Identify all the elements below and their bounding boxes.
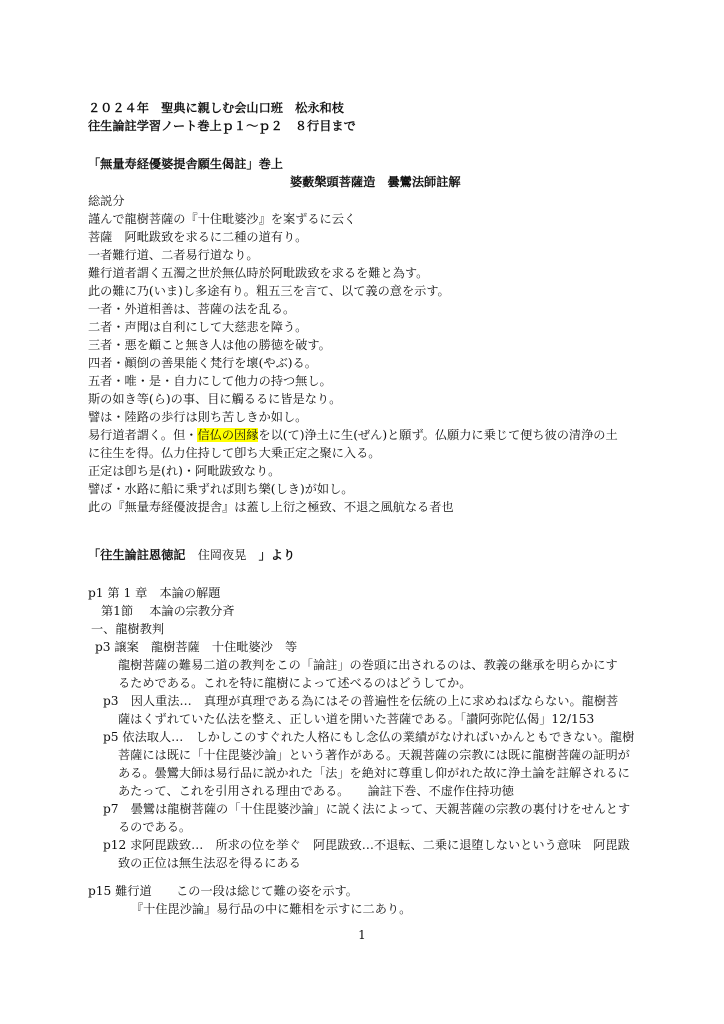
note-line: 致の正位は無生法忍を得るにある [118, 856, 301, 870]
note-line: あたって、これを引用される理由である。 論註下巻、不虚作住持功徳 [118, 784, 514, 798]
note-line: 菩薩には既に「十住毘婆沙論」という著作がある。天親菩薩の宗教には既に龍樹菩薩の証明が [118, 748, 630, 762]
header-line-2: 往生論註学習ノート巻上ｐ１～ｐ２ ８行目まで [88, 119, 356, 133]
p15-line: 『十住毘沙論』易行品の中に難相を示すに二あり。 [131, 902, 412, 916]
body-line: 謹んで龍樹菩薩の『十住毗婆沙』を案ずるに云く [88, 212, 357, 226]
body-text: を以(て)浄土に生(ぜん)と願ず。仏願力に乗じて便ち彼の清浄の土 [258, 428, 618, 442]
body-line: 譬は・陸路の歩行は則ち苦しきか如し。 [88, 410, 308, 424]
body-line: 此の『無量寿経優波提舎』は蓋し上衍之極致、不退之風航なる者也 [88, 500, 454, 514]
page-number: 1 [358, 928, 366, 942]
note-line: るのである。 [118, 820, 192, 834]
note-line: p3 因人重法… 真理が真理である為にはその普遍性を伝統の上に求めねばならない。龍樹菩 [103, 694, 619, 708]
body-line: 斯の如き等(ら)の事、目に觸るるに皆是なり。 [88, 392, 342, 406]
note-line: 龍樹菩薩の難易二道の教判をこの「論註」の巻頭に出されるのは、教義の継承を明らかにす [118, 658, 618, 672]
body-line [88, 427, 618, 443]
body-line: 四者・顚倒の善果能く梵行を壞(やぶ)る。 [88, 356, 317, 370]
body-line: 難行道者謂く五濁之世於無仏時於阿毗跋致を求るを難と為す。 [88, 266, 429, 280]
body-line: 菩薩 阿毗跋致を求るに二種の道有り。 [88, 230, 308, 244]
note-line: p3 譲案 龍樹菩薩 十住毗婆沙 等 [95, 640, 298, 654]
body-text: 易行道者謂く。但・ [88, 428, 198, 442]
highlighted-text: 信仏の因縁 [197, 428, 259, 442]
note-line: p1 第 1 章 本論の解題 [88, 586, 221, 600]
header-line-1: ２０２４年 聖典に親しむ会山口班 松永和枝 [88, 101, 344, 115]
document-author: 婆藪槃頭菩薩造 曇鸞法師註解 [290, 175, 461, 189]
body-line: 三者・悪を顧こと無き人は他の勝徳を破す。 [88, 338, 331, 352]
body-line: 正定は卽ち是(れ)・阿毗跋致なり。 [88, 464, 281, 478]
body-line: 一者・外道相善は、菩薩の法を乱る。 [88, 302, 296, 316]
body-line: 総説分 [88, 194, 125, 208]
document-title: 「無量寿経優婆提舎願生偈註」巻上 [88, 157, 283, 171]
source-suffix: 」より [258, 548, 296, 562]
body-line: に往生を得。仏力住持して卽ち大乗正定之聚に入る。 [88, 446, 381, 460]
note-line: p12 求阿毘跋致… 所求の位を挙ぐ 阿毘跋致…不退転、二乗に退堕しないという意味 阿毘跋 [103, 838, 630, 852]
note-line: るためである。これを特に龍樹によって述べるのはどうしてか。 [118, 676, 472, 690]
note-line: p7 曇鸞は龍樹菩薩の「十住毘婆沙論」に説く法によって、天親菩薩の宗教の裏付けをせんとす [103, 802, 631, 816]
body-line: 譬ば・水路に船に乗ずれば則ち樂(しき)が如し。 [88, 482, 354, 496]
source-heading [88, 547, 295, 563]
source-author: 住岡夜晃 [197, 548, 247, 562]
body-line: 一者難行道、二者易行道なり。 [88, 248, 259, 262]
body-line: 五者・唯・是・自力にして他力の持つ無し。 [88, 374, 332, 388]
p15-line: p15 難行道 この一段は総じて難の姿を示す。 [88, 884, 358, 898]
source-title: 「往生論註恩徳記 [88, 548, 186, 562]
note-line: 薩はくずれていた仏法を整え、正しい道を開いた菩薩である。「讃阿弥陀仏偈」12/153 [118, 712, 595, 726]
note-line: ある。曇鸞大師は易行品に説かれた「法」を絶対に尊重し仰がれた故に浄土論を註解されるに [118, 766, 630, 780]
body-line: 此の難に乃(いま)し多途有り。粗五三を言て、以て義の意を示す。 [88, 284, 450, 298]
body-line: 二者・声聞は自利にして大慈悲を障う。 [88, 320, 308, 334]
note-line: 一、龍樹教判 [91, 622, 165, 636]
note-line: 第1節 本論の宗教分斉 [101, 604, 235, 618]
note-line: p5 依法取人… しかしこのすぐれた人格にもし念仏の業績がなければいかんともできない。龍樹 [103, 730, 635, 744]
